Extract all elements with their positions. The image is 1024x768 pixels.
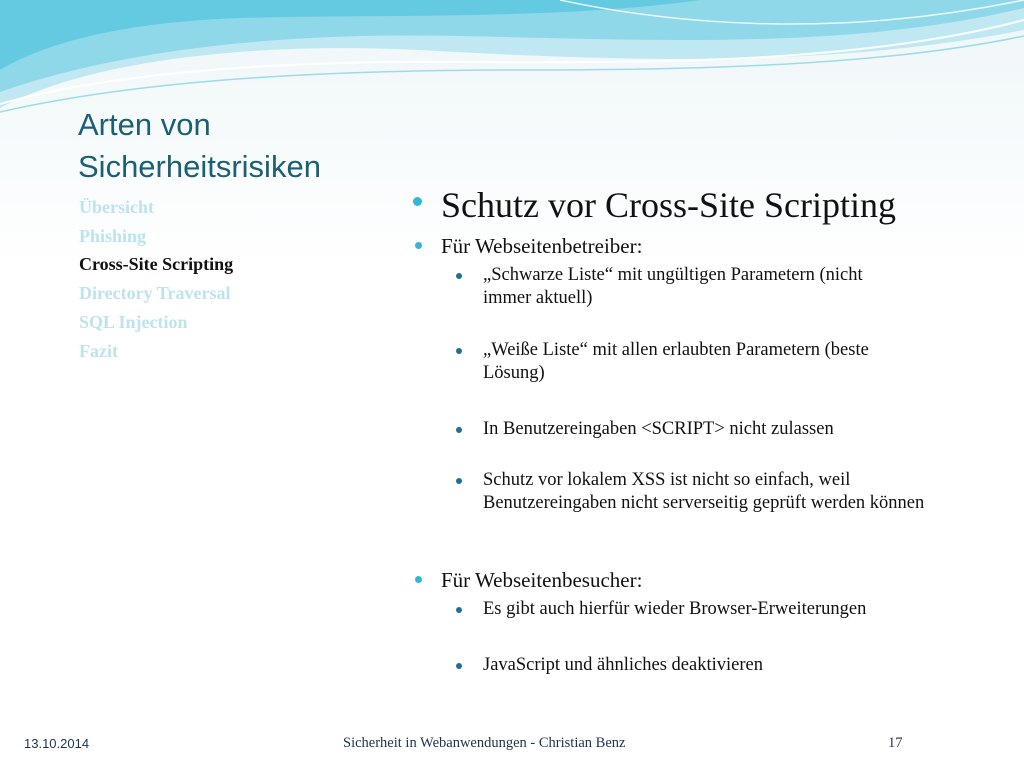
nav-item-uebersicht[interactable]: Übersicht	[79, 197, 154, 217]
list-item-text: Schutz vor lokalem XSS ist nicht so einfach, weil Benutzereingaben nicht serverseitig geprüft werden können	[483, 470, 925, 513]
page-number: 17	[888, 735, 903, 751]
nav-item-phishing[interactable]: Phishing	[79, 225, 147, 246]
bullet-icon	[456, 273, 462, 279]
list-item-text: „Weiße Liste“ mit allen erlaubten Parametern (beste Lösung)	[483, 340, 869, 383]
list-item-text: JavaScript und ähnliches deaktivieren	[483, 655, 763, 675]
bullet-icon	[456, 348, 462, 354]
bullet-icon	[456, 427, 462, 433]
bullet-icon	[456, 478, 462, 484]
section-label: Für Webseitenbetreiber:	[441, 234, 643, 258]
nav-item-directory-traversal[interactable]: Directory Traversal	[79, 283, 231, 304]
heading-text: Schutz vor Cross-Site Scripting	[441, 185, 896, 225]
footer-date: 13.10.2014	[24, 736, 90, 751]
list-item-text: Es gibt auch hierfür wieder Browser-Erweiterungen	[483, 599, 867, 619]
section-label: Für Webseitenbesucher:	[441, 568, 643, 592]
nav-item-cross-site-scripting[interactable]: Cross-Site Scripting	[79, 254, 234, 275]
slide-title: Arten von Sicherheitsrisiken	[78, 107, 321, 184]
nav-item-fazit[interactable]: Fazit	[79, 340, 118, 361]
list-item-text: In Benutzereingaben <SCRIPT> nicht zulassen	[483, 419, 834, 439]
nav-item-sql-injection[interactable]: SQL Injection	[79, 311, 188, 332]
bullet-icon	[456, 663, 462, 669]
bullet-icon	[456, 607, 462, 613]
bullet-icon	[415, 576, 422, 583]
list-item-text: „Schwarze Liste“ mit ungültigen Parametern (nicht immer aktuell)	[483, 265, 863, 308]
footer-title: Sicherheit in Webanwendungen - Christian Benz	[343, 735, 626, 751]
bullet-icon	[415, 242, 422, 249]
bullet-icon	[413, 197, 422, 206]
section-nav	[79, 193, 233, 365]
